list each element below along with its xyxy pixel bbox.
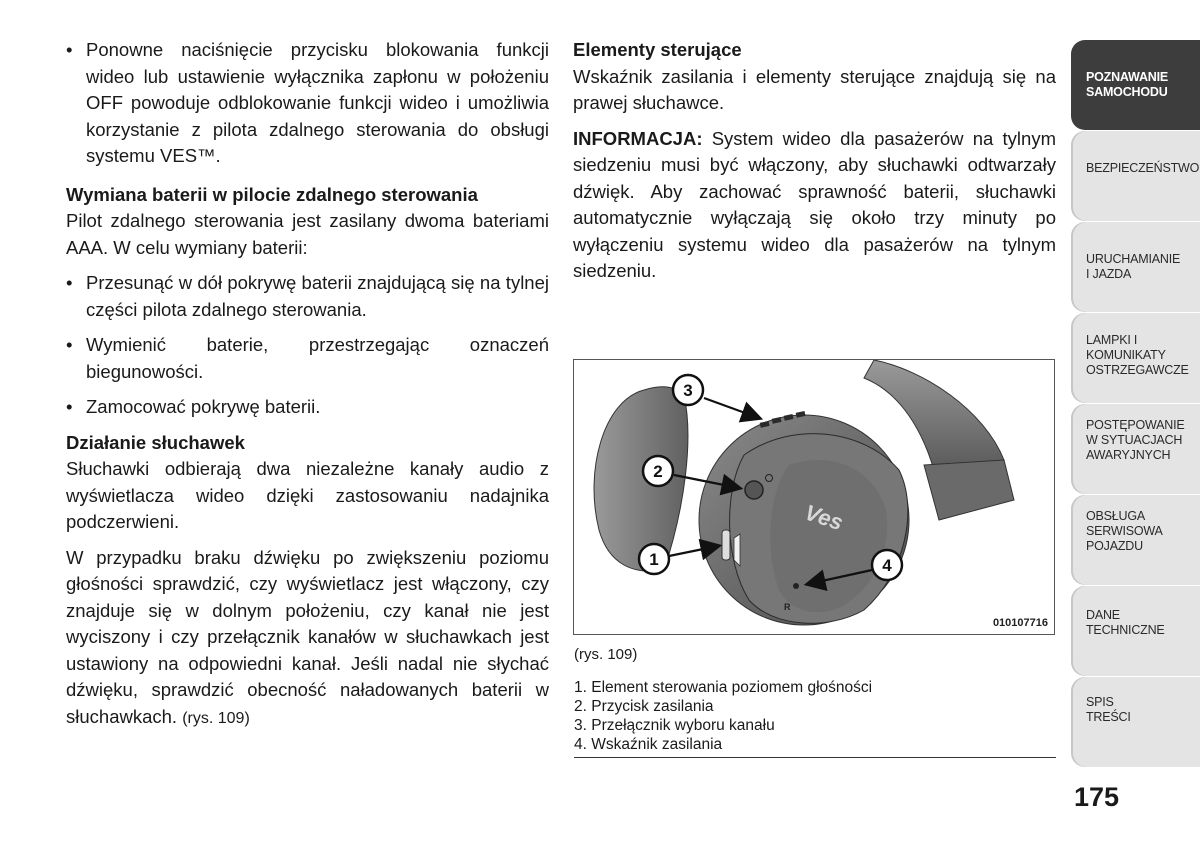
headphones-figure xyxy=(573,359,1055,635)
callout-3 xyxy=(673,375,703,405)
tab-label: SAMOCHODU xyxy=(1086,85,1168,99)
tab-lampki-i-komunikaty[interactable] xyxy=(1071,313,1200,403)
left-ear-cup xyxy=(594,387,688,571)
page-number: 175 xyxy=(1074,782,1120,812)
tab-spis-tresci[interactable] xyxy=(1071,677,1200,767)
left-column xyxy=(66,37,549,732)
tab-label: TECHNICZNE xyxy=(1086,623,1165,637)
figure-code: 010107716 xyxy=(992,617,1048,629)
no-sound-text xyxy=(66,545,549,733)
chapter-tabs xyxy=(1071,40,1200,768)
battery-step: • Przesunąć w dół pokrywę baterii znajdującą się na tylnej części pilota zdalnego sterowania. xyxy=(66,270,549,323)
channel-mark: R xyxy=(784,602,791,612)
tab-dane-techniczne[interactable] xyxy=(1071,586,1200,676)
svg-text:4: 4 xyxy=(882,556,892,575)
figure-legend xyxy=(574,678,1056,758)
battery-step: • Wymienić baterie, przestrzegając oznaczeń biegunowości. xyxy=(66,332,549,385)
tab-label: KOMUNIKATY xyxy=(1086,348,1166,362)
controls-heading: Elementy sterujące xyxy=(573,39,742,60)
legend-item: 2. Przycisk zasilania xyxy=(574,698,714,715)
tab-label: LAMPKI I xyxy=(1086,333,1138,347)
intro-bullet: • Ponowne naciśnięcie przycisku blokowania funkcji wideo lub ustawienie wyłącznika zapłonu w położeniu OFF powoduje odblokowanie funkcji wideo i umożliwia korzystanie z pilota zdalnego sterowania do obsługi systemu VES™. xyxy=(66,37,549,170)
tab-postepowanie-w-sytuacjach-awaryjnych[interactable] xyxy=(1071,404,1200,494)
info-label: INFORMACJA: xyxy=(573,127,703,149)
right-column xyxy=(573,37,1056,285)
no-sound-body: W przypadku braku dźwięku po zwiększeniu poziomu głośności sprawdzić, czy wyświetlacz jest włączony, czy znajduje się w dolnym położeniu, czy kanał nie jest wyciszony i czy przełącznik kanałów w słuchawkach jest ustawiony na odpowiedni kanał. Jeśli nadal nie słychać dźwięku, sprawdzić obecność naładowanych baterii w słuchawkach. xyxy=(66,546,549,727)
figure-reference: (rys. 109) xyxy=(182,709,250,727)
headphones-illustration xyxy=(574,360,1054,634)
tab-label: SERWISOWA xyxy=(1086,524,1163,538)
callout-1 xyxy=(639,544,669,574)
tab-label: AWARYJNYCH xyxy=(1086,448,1171,462)
callout-4 xyxy=(872,550,902,580)
tab-label: POJAZDU xyxy=(1086,539,1143,553)
tab-uruchamianie-i-jazda[interactable] xyxy=(1071,222,1200,312)
legend-item: 3. Przełącznik wyboru kanału xyxy=(574,717,775,734)
controls-text: Wskaźnik zasilania i elementy sterujące znajdują się na prawej słuchawce. xyxy=(573,65,1056,113)
info-text: System wideo dla pasażerów na tylnym siedzeniu musi być włączony, aby słuchawki odtwarzały dźwięk. Aby zachować sprawność baterii, słuchawki automatycznie wyłączają się około trzy minuty po wyłączeniu systemu wideo dla pasażerów na tylnym siedzeniu. xyxy=(573,127,1056,281)
tab-label: SPIS xyxy=(1086,695,1114,709)
tab-label: URUCHAMIANIE xyxy=(1086,252,1181,266)
ves-logo: Ves xyxy=(801,499,847,536)
power-button-icon xyxy=(745,481,763,499)
headphones-heading: Działanie słuchawek xyxy=(66,431,245,453)
battery-step: • Zamocować pokrywę baterii. xyxy=(66,394,549,421)
tab-label: OSTRZEGAWCZE xyxy=(1086,363,1189,377)
tab-label: TREŚCI xyxy=(1086,710,1131,724)
svg-text:1: 1 xyxy=(649,550,659,569)
volume-control-icon xyxy=(722,530,730,560)
battery-heading: Wymiana baterii w pilocie zdalnego sterowania xyxy=(66,183,478,205)
tab-label: OBSŁUGA xyxy=(1086,509,1146,523)
tab-label: BEZPIECZEŃSTWO xyxy=(1086,161,1200,175)
tab-poznawanie-samochodu[interactable] xyxy=(1071,40,1200,130)
svg-text:2: 2 xyxy=(653,462,663,481)
tab-label: POZNAWANIE xyxy=(1086,70,1169,84)
battery-steps-list xyxy=(66,270,549,421)
tab-label: I JAZDA xyxy=(1086,267,1132,281)
legend-item: 1. Element sterowania poziomem głośności xyxy=(574,679,873,696)
svg-text:3: 3 xyxy=(683,381,693,400)
tab-label: POSTĘPOWANIE xyxy=(1086,418,1185,432)
info-paragraph xyxy=(573,126,1056,285)
battery-text: Pilot zdalnego sterowania jest zasilany dwoma bateriami AAA. W celu wymiany baterii: xyxy=(66,210,549,258)
figure-caption: (rys. 109) xyxy=(574,646,638,663)
headphones-text: Słuchawki odbierają dwa niezależne kanały audio z wyświetlacza wideo dzięki zastosowaniu nadajnika podczerwieni. xyxy=(66,458,549,532)
tab-bezpieczenstwo[interactable] xyxy=(1071,131,1200,221)
power-indicator-icon xyxy=(793,583,799,589)
tab-label: W SYTUACJACH xyxy=(1086,433,1183,447)
tab-label: DANE xyxy=(1086,608,1120,622)
tab-obsluga-serwisowa[interactable] xyxy=(1071,495,1200,585)
callout-2 xyxy=(643,456,673,486)
legend-item: 4. Wskaźnik zasilania xyxy=(574,736,723,753)
